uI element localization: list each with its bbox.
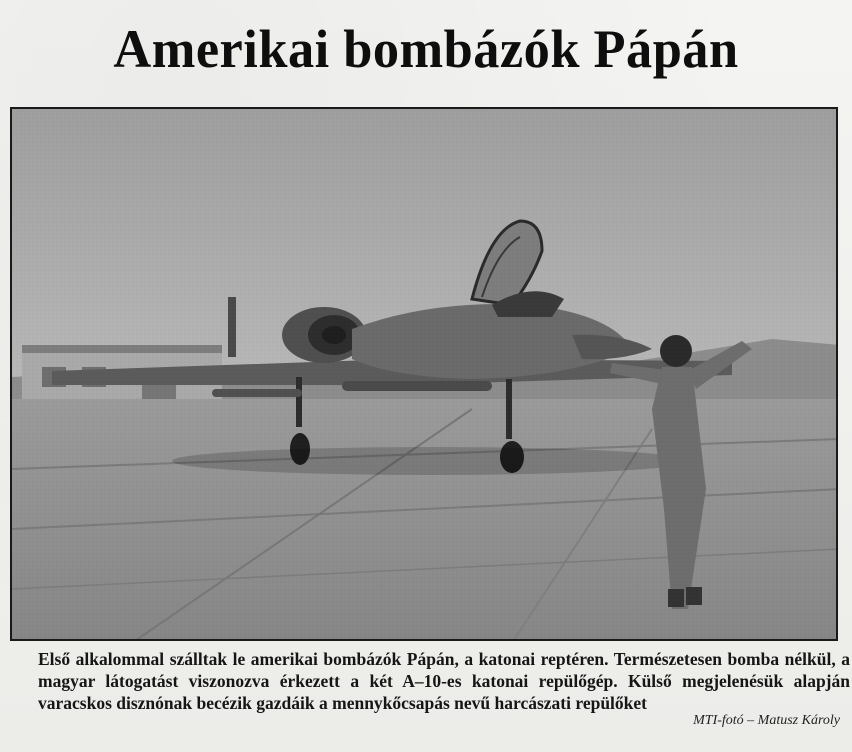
aircraft-photo-illustration (12, 109, 838, 641)
photo-credit: MTI-fotó – Matusz Károly (693, 713, 840, 728)
photo-caption: Első alkalommal szálltak le amerikai bombázók Pápán, a katonai reptéren. Természetesen bomba nélkül, a magyar látogatást viszonozva érkezett a két A–10-es katonai repülőgép. Külső megjelenésük alapján varacskos disznónak becézik gazdáik a mennykőcsapás nevű harcászati repülőket (38, 649, 850, 713)
headline: Amerikai bombázók Pápán (113, 19, 739, 79)
news-photo (10, 107, 838, 641)
